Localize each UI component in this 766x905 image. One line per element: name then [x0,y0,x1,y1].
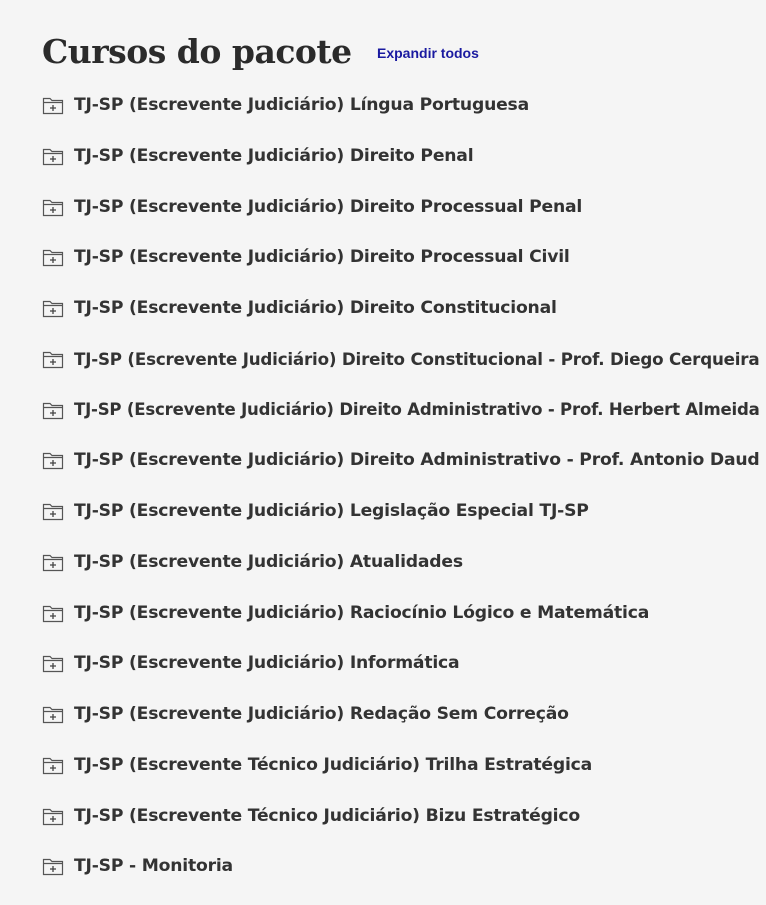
folder-plus-icon [42,400,64,420]
folder-plus-icon [42,450,64,470]
folder-plus-icon [42,552,64,572]
course-item[interactable] [42,853,760,904]
expand-all-link[interactable]: Expandir todos [377,45,479,61]
course-item[interactable] [42,244,760,295]
course-item[interactable] [42,752,760,803]
course-label: TJ-SP (Escrevente Judiciário) Informática [74,653,460,674]
course-item[interactable] [42,92,760,143]
course-label: TJ-SP (Escrevente Judiciário) Direito Administrativo - Prof. Antonio Daud [74,450,760,471]
course-label: TJ-SP (Escrevente Judiciário) Direito Penal [74,145,474,166]
page-title: Cursos do pacote [42,32,352,71]
folder-plus-icon [42,501,64,521]
course-label: TJ-SP (Escrevente Técnico Judiciário) Bizu Estratégico [74,805,580,826]
course-item[interactable] [42,803,760,854]
folder-plus-icon [42,806,64,826]
course-label: TJ-SP (Escrevente Judiciário) Direito Constitucional [74,298,557,318]
course-list [42,92,760,904]
folder-plus-icon [42,298,64,318]
course-label: TJ-SP (Escrevente Técnico Judiciário) Trilha Estratégica [74,754,593,775]
folder-plus-icon [42,603,64,623]
course-item[interactable] [42,549,760,600]
folder-plus-icon [42,349,64,369]
course-label: TJ-SP (Escrevente Judiciário) Direito Constitucional - Prof. Diego Cerqueira [74,348,760,369]
course-item[interactable] [42,600,760,651]
course-item[interactable] [42,701,760,752]
course-label: TJ-SP (Escrevente Judiciário) Direito Processual Civil [74,247,570,268]
course-item[interactable] [42,447,760,498]
folder-plus-icon [42,653,64,673]
course-label: TJ-SP (Escrevente Judiciário) Língua Portuguesa [74,95,529,115]
course-label: TJ-SP (Escrevente Judiciário) Legislação Especial TJ-SP [74,501,589,521]
course-item[interactable] [42,397,760,448]
course-item[interactable] [42,194,760,245]
folder-plus-icon [42,755,64,775]
folder-plus-icon [42,197,64,217]
course-item[interactable] [42,650,760,701]
course-label: TJ-SP (Escrevente Judiciário) Atualidades [74,551,463,572]
folder-plus-icon [42,95,64,115]
folder-plus-icon [42,856,64,876]
course-label: TJ-SP (Escrevente Judiciário) Direito Processual Penal [74,196,583,217]
course-item[interactable] [42,295,760,346]
course-label: TJ-SP - Monitoria [74,856,233,877]
course-label: TJ-SP (Escrevente Judiciário) Direito Administrativo - Prof. Herbert Almeida [74,399,760,419]
course-item[interactable] [42,498,760,549]
course-label: TJ-SP (Escrevente Judiciário) Redação Sem Correção [74,704,569,724]
folder-plus-icon [42,146,64,166]
course-item[interactable] [42,346,760,397]
folder-plus-icon [42,704,64,724]
folder-plus-icon [42,247,64,267]
course-item[interactable] [42,143,760,194]
course-label: TJ-SP (Escrevente Judiciário) Raciocínio Lógico e Matemática [74,602,650,623]
